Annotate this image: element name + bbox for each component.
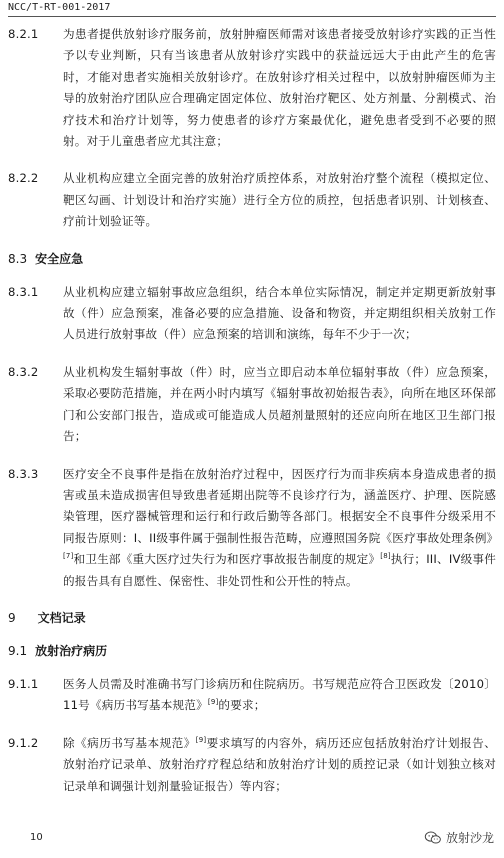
clause-text-part: 要求填写的内容外，病历还应包括放射治疗计划报告、放射治疗记录单、放射治疗疗程总结和放射治疗计划的质控记录（如计划独立核对记录单和调强计划剂量验证报告）等内容； (63, 735, 496, 793)
clause-9-1-1 (0, 674, 504, 717)
section-title: 文档记录 (37, 610, 86, 625)
clause-text-part: 除《病历书写基本规范》 (63, 735, 196, 750)
header-rule (8, 16, 496, 17)
clause-number: 8.3.1 (8, 284, 39, 299)
wechat-icon (424, 831, 442, 845)
clause-text: 为患者提供放射诊疗服务前，放射肿瘤医师需对该患者接受放射诊疗实践的正当性予以专业判断，只有当该患者从放射诊疗实践中的获益远远大于由此产生的危害时，才能对患者实施相关放射诊疗。在放射诊疗相关过程中，以放射肿瘤医师为主导的放射治疗团队应合理确定固定体位、放射治疗靶区、处方剂量、分割模式、治疗技术和治疗计划等，努力使患者的诊疗方案最优化，避免患者受到不必要的照射。对于儿童患者应尤其注意； (63, 27, 496, 149)
clause-8-3-2 (0, 362, 504, 448)
clause-text-part: 的要求； (218, 698, 266, 713)
clause-text: 从业机构应建立全面完善的放射治疗质控体系，对放射治疗整个流程（模拟定位、靶区勾画、计划设计和治疗实施）进行全方位的质控，包括患者识别、计划核查、疗前计划验证等。 (63, 171, 496, 229)
clause-text-part: 执行；III、IV级事件的报告具有自愿性、保密性、非处罚性和公开性的特点。 (63, 552, 496, 588)
section-number: 9.1 (8, 643, 28, 658)
clause-text: 从业机构发生辐射事故（件）时，应当立即启动本单位辐射事故（件）应急预案，采取必要防范措施，并在两小时内填写《辐射事故初始报告表》，向所在地区环保部门和公安部门报告，造成或可能造成人员超剂量照射的还应向所在地区卫生部门报告； (63, 364, 496, 444)
page-number: 10 (30, 832, 43, 843)
section-heading-9 (0, 608, 504, 629)
clause-number: 8.3.3 (8, 466, 39, 481)
clause-text-part: 和卫生部《重大医疗过失行为和医疗事故报告制度的规定》 (73, 552, 381, 567)
clause-number: 8.3.2 (8, 364, 39, 379)
clause-number: 8.2.1 (8, 27, 39, 41)
clause-8-2-1 (0, 24, 504, 152)
section-title: 安全应急 (35, 251, 84, 266)
clause-9-1-2 (0, 733, 504, 797)
section-heading-9-1 (0, 641, 504, 662)
clause-8-2-2 (0, 168, 504, 232)
reference-marker: [9] (195, 735, 207, 744)
clause-text-part: 医疗安全不良事件是指在放射治疗过程中，因医疗行为而非疾病本身造成患者的损害或虽未造成损害但导致患者延期出院等不良诊疗行为，涵盖医疗、护理、医院感染管理，医疗器械管理和运行和行政后勤等各部门。根据安全不良事件分级采用不同报告原则：I、II级事件属于强制性报告范畴，应遵照国务院《医疗事故处理条例》 (63, 466, 499, 545)
section-number: 8.3 (8, 251, 28, 266)
reference-marker: [7] (63, 552, 74, 561)
watermark-text: 放射沙龙 (445, 831, 494, 845)
reference-marker: [9] (207, 698, 219, 707)
section-title: 放射治疗病历 (35, 643, 108, 658)
watermark (424, 829, 494, 846)
section-heading-8-3 (0, 249, 504, 270)
clause-number: 9.1.1 (8, 676, 39, 691)
clause-text (63, 464, 499, 592)
clause-number: 8.2.2 (8, 171, 39, 186)
clause-text (63, 674, 496, 717)
clause-text (63, 733, 496, 797)
reference-marker: [8] (380, 552, 391, 561)
clause-8-3-3 (0, 464, 504, 592)
document-code: NCC/T-RT-001-2017 (8, 2, 111, 13)
page-content (0, 24, 504, 813)
clause-8-3-1 (0, 282, 504, 346)
clause-text-part: 医务人员需及时准确书写门诊病历和住院病历。书写规范应符合卫医政发〔2010〕11号《病历书写基本规范》 (63, 676, 496, 713)
clause-number: 9.1.2 (8, 735, 39, 750)
section-number: 9 (8, 610, 16, 625)
clause-text: 从业机构应建立辐射事故应急组织，结合本单位实际情况，制定并定期更新放射事故（件）应急预案，准备必要的应急措施、设备和物资，并定期组织相关放射工作人员进行放射事故（件）应急预案的培训和演练，每年不少于一次； (63, 284, 496, 342)
